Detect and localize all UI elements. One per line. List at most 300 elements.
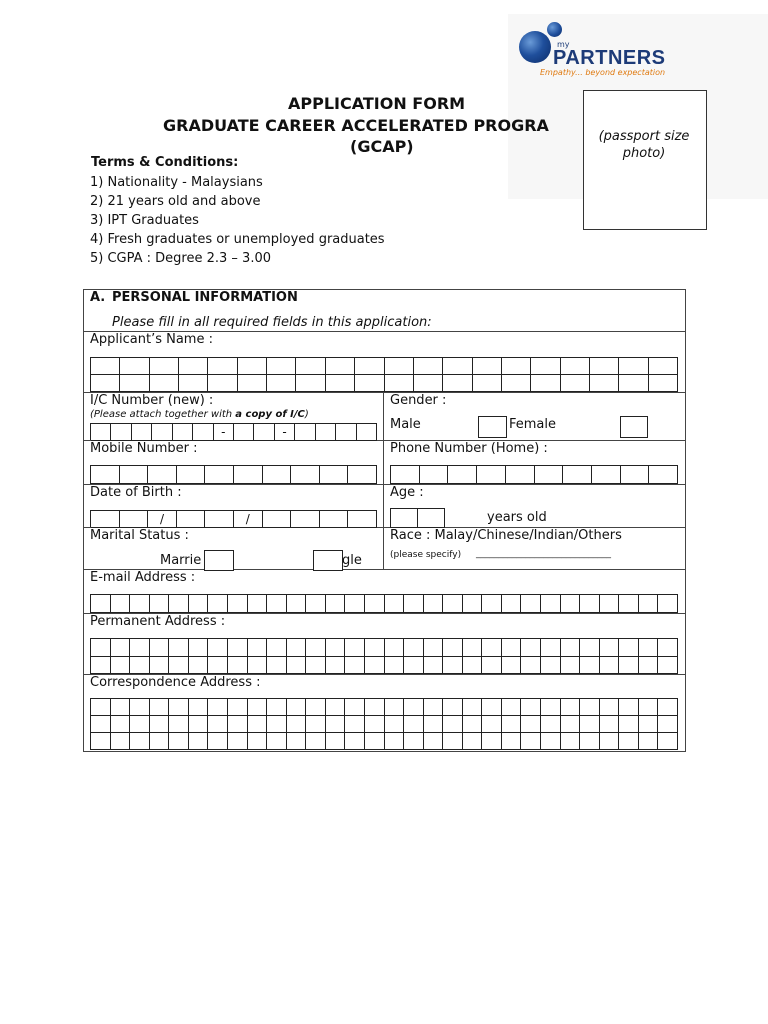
- char-box[interactable]: [326, 657, 346, 675]
- char-box[interactable]: [91, 733, 111, 750]
- char-box[interactable]: [531, 375, 560, 392]
- char-box[interactable]: [619, 639, 639, 657]
- permanent-address-field[interactable]: [90, 638, 678, 674]
- char-box[interactable]: [365, 733, 385, 750]
- char-box[interactable]: [291, 511, 320, 528]
- char-box[interactable]: [420, 466, 449, 484]
- char-box[interactable]: [228, 716, 248, 733]
- char-box[interactable]: [130, 716, 150, 733]
- char-box[interactable]: [639, 639, 659, 657]
- char-box[interactable]: [619, 358, 648, 375]
- char-box[interactable]: [348, 511, 377, 528]
- char-box[interactable]: [228, 639, 248, 657]
- char-box[interactable]: [150, 639, 170, 657]
- char-box[interactable]: [345, 716, 365, 733]
- term-item: 5) CGPA : Degree 2.3 – 3.00: [90, 251, 272, 266]
- char-box[interactable]: [189, 733, 209, 750]
- char-box[interactable]: [306, 639, 326, 657]
- char-box[interactable]: [463, 733, 483, 750]
- char-box[interactable]: [639, 716, 659, 733]
- phone-home-label: Phone Number (Home) :: [390, 441, 548, 456]
- char-box[interactable]: [404, 699, 424, 716]
- correspondence-address-label: Correspondence Address :: [90, 675, 261, 690]
- char-box[interactable]: [267, 733, 287, 750]
- char-box[interactable]: [189, 639, 209, 657]
- char-box[interactable]: [385, 595, 405, 613]
- char-box[interactable]: [590, 375, 619, 392]
- char-box[interactable]: [600, 716, 620, 733]
- char-box[interactable]: [443, 595, 463, 613]
- char-box[interactable]: [189, 699, 209, 716]
- char-box[interactable]: [639, 733, 659, 750]
- char-box[interactable]: [443, 699, 463, 716]
- char-box[interactable]: [561, 733, 581, 750]
- char-box[interactable]: [91, 358, 120, 375]
- char-box[interactable]: [418, 509, 445, 528]
- char-box[interactable]: [228, 657, 248, 675]
- char-box[interactable]: [600, 699, 620, 716]
- char-box[interactable]: [561, 699, 581, 716]
- char-box[interactable]: [189, 595, 209, 613]
- char-box[interactable]: [345, 699, 365, 716]
- char-box[interactable]: [541, 595, 561, 613]
- char-box[interactable]: [150, 657, 170, 675]
- char-box[interactable]: [169, 639, 189, 657]
- char-box[interactable]: [506, 466, 535, 484]
- char-box[interactable]: [414, 358, 443, 375]
- marital-married-checkbox[interactable]: [204, 550, 234, 571]
- char-box[interactable]: [473, 375, 502, 392]
- char-box[interactable]: [541, 716, 561, 733]
- permanent-address-label: Permanent Address :: [90, 614, 226, 629]
- char-box[interactable]: [404, 657, 424, 675]
- char-box[interactable]: [590, 358, 619, 375]
- char-box[interactable]: [391, 466, 420, 484]
- char-box[interactable]: [658, 595, 678, 613]
- section-prefix: A.: [90, 290, 106, 305]
- char-box[interactable]: [267, 657, 287, 675]
- char-box[interactable]: [404, 639, 424, 657]
- char-box[interactable]: -: [275, 424, 295, 441]
- char-box[interactable]: [502, 639, 522, 657]
- char-box[interactable]: [443, 375, 472, 392]
- char-box[interactable]: [580, 733, 600, 750]
- char-box[interactable]: [443, 733, 463, 750]
- char-box[interactable]: [649, 375, 678, 392]
- char-box[interactable]: [619, 733, 639, 750]
- char-box[interactable]: [482, 733, 502, 750]
- char-box[interactable]: [326, 639, 346, 657]
- char-box[interactable]: [91, 466, 120, 484]
- ic-number-field[interactable]: [90, 423, 377, 440]
- applicant-name-label: Applicant’s Name :: [90, 332, 213, 347]
- char-box[interactable]: [502, 699, 522, 716]
- char-box[interactable]: [502, 733, 522, 750]
- column-divider: [383, 392, 384, 569]
- char-box[interactable]: [619, 716, 639, 733]
- char-box[interactable]: [365, 595, 385, 613]
- char-box[interactable]: [111, 424, 131, 441]
- char-box[interactable]: [91, 595, 111, 613]
- char-box[interactable]: [502, 375, 531, 392]
- char-box[interactable]: [208, 639, 228, 657]
- char-box[interactable]: [448, 466, 477, 484]
- char-box[interactable]: [477, 466, 506, 484]
- char-box[interactable]: [658, 733, 678, 750]
- logo-prefix: my: [557, 40, 570, 49]
- char-box[interactable]: [600, 595, 620, 613]
- char-box[interactable]: [541, 733, 561, 750]
- char-box[interactable]: [295, 424, 315, 441]
- char-box[interactable]: [111, 595, 131, 613]
- char-box[interactable]: [385, 733, 405, 750]
- char-box[interactable]: [248, 639, 268, 657]
- char-box[interactable]: [463, 639, 483, 657]
- char-box[interactable]: [91, 699, 111, 716]
- age-suffix: years old: [487, 510, 547, 525]
- char-box[interactable]: [320, 511, 349, 528]
- char-box[interactable]: [443, 358, 472, 375]
- char-box[interactable]: [521, 595, 541, 613]
- char-box[interactable]: [130, 699, 150, 716]
- char-box[interactable]: [563, 466, 592, 484]
- char-box[interactable]: [619, 657, 639, 675]
- char-box[interactable]: [91, 716, 111, 733]
- char-box[interactable]: [355, 375, 384, 392]
- char-box[interactable]: [580, 639, 600, 657]
- char-box[interactable]: [111, 716, 131, 733]
- char-box[interactable]: [424, 733, 444, 750]
- char-box[interactable]: [521, 657, 541, 675]
- char-box[interactable]: [150, 733, 170, 750]
- char-box[interactable]: [91, 511, 120, 528]
- char-box[interactable]: [365, 699, 385, 716]
- char-box[interactable]: [502, 358, 531, 375]
- char-box[interactable]: [561, 639, 581, 657]
- char-box[interactable]: [177, 466, 206, 484]
- char-box[interactable]: [443, 716, 463, 733]
- char-box[interactable]: [502, 595, 522, 613]
- char-box[interactable]: [463, 716, 483, 733]
- char-box[interactable]: [658, 639, 678, 657]
- char-box[interactable]: [287, 657, 307, 675]
- char-box[interactable]: [345, 733, 365, 750]
- gender-female-checkbox[interactable]: [620, 416, 648, 438]
- dob-field[interactable]: [90, 510, 377, 527]
- char-box[interactable]: [228, 699, 248, 716]
- char-box[interactable]: [535, 466, 564, 484]
- char-box[interactable]: [111, 733, 131, 750]
- char-box[interactable]: [443, 639, 463, 657]
- char-box[interactable]: [189, 657, 209, 675]
- char-box[interactable]: [111, 657, 131, 675]
- char-box[interactable]: [208, 733, 228, 750]
- char-box[interactable]: [150, 699, 170, 716]
- char-box[interactable]: [91, 657, 111, 675]
- char-box[interactable]: [120, 511, 149, 528]
- char-box[interactable]: [238, 375, 267, 392]
- race-label: Race : Malay/Chinese/Indian/Others: [390, 528, 622, 543]
- term-item: 1) Nationality - Malaysians: [90, 175, 263, 190]
- char-box[interactable]: [148, 466, 177, 484]
- char-box[interactable]: [169, 699, 189, 716]
- char-box[interactable]: [179, 375, 208, 392]
- char-box[interactable]: [385, 639, 405, 657]
- char-box[interactable]: /: [148, 511, 177, 528]
- char-box[interactable]: [316, 424, 336, 441]
- char-box[interactable]: [291, 466, 320, 484]
- char-box[interactable]: [177, 511, 206, 528]
- char-box[interactable]: [561, 358, 590, 375]
- age-field[interactable]: [390, 508, 445, 528]
- char-box[interactable]: [463, 699, 483, 716]
- char-box[interactable]: [234, 424, 254, 441]
- char-box[interactable]: /: [234, 511, 263, 528]
- char-box[interactable]: [580, 657, 600, 675]
- marital-single-checkbox[interactable]: [313, 550, 343, 571]
- char-box[interactable]: [355, 358, 384, 375]
- char-box[interactable]: [502, 716, 522, 733]
- char-box[interactable]: [473, 358, 502, 375]
- char-box[interactable]: [619, 595, 639, 613]
- char-box[interactable]: [306, 733, 326, 750]
- char-box[interactable]: [365, 716, 385, 733]
- char-box[interactable]: [130, 657, 150, 675]
- gender-female-label: Female: [509, 417, 557, 432]
- char-box[interactable]: [424, 699, 444, 716]
- char-box[interactable]: [111, 699, 131, 716]
- char-box[interactable]: [345, 595, 365, 613]
- char-box[interactable]: [326, 595, 346, 613]
- ic-number-label: I/C Number (new) :: [90, 393, 214, 408]
- char-box[interactable]: [326, 716, 346, 733]
- char-box[interactable]: [326, 733, 346, 750]
- char-box[interactable]: [248, 716, 268, 733]
- char-box[interactable]: -: [214, 424, 234, 441]
- char-box[interactable]: [345, 639, 365, 657]
- char-box[interactable]: [267, 716, 287, 733]
- correspondence-address-field[interactable]: [90, 698, 678, 750]
- char-box[interactable]: [345, 657, 365, 675]
- char-box[interactable]: [658, 716, 678, 733]
- char-box[interactable]: [521, 699, 541, 716]
- char-box[interactable]: [391, 509, 418, 528]
- char-box[interactable]: [130, 639, 150, 657]
- char-box[interactable]: [263, 511, 292, 528]
- char-box[interactable]: [482, 639, 502, 657]
- char-box[interactable]: [130, 733, 150, 750]
- char-box[interactable]: [357, 424, 377, 441]
- logo-tagline: Empathy... beyond expectation: [540, 68, 666, 77]
- gender-male-checkbox[interactable]: [478, 416, 507, 438]
- char-box[interactable]: [205, 511, 234, 528]
- char-box[interactable]: [111, 639, 131, 657]
- char-box[interactable]: [248, 657, 268, 675]
- char-box[interactable]: [267, 699, 287, 716]
- char-box[interactable]: [580, 699, 600, 716]
- char-box[interactable]: [267, 375, 296, 392]
- char-box[interactable]: [208, 375, 237, 392]
- char-box[interactable]: [248, 733, 268, 750]
- char-box[interactable]: [348, 466, 377, 484]
- char-box[interactable]: [208, 595, 228, 613]
- char-box[interactable]: [365, 657, 385, 675]
- char-box[interactable]: [208, 716, 228, 733]
- char-box[interactable]: [561, 716, 581, 733]
- char-box[interactable]: [600, 733, 620, 750]
- race-specify-line[interactable]: ______________________________: [476, 549, 611, 559]
- char-box[interactable]: [287, 733, 307, 750]
- char-box[interactable]: [267, 639, 287, 657]
- char-box[interactable]: [619, 375, 648, 392]
- char-box[interactable]: [404, 733, 424, 750]
- char-box[interactable]: [365, 639, 385, 657]
- char-box[interactable]: [541, 657, 561, 675]
- char-box[interactable]: [169, 733, 189, 750]
- char-box[interactable]: [189, 716, 209, 733]
- char-box[interactable]: [287, 716, 307, 733]
- char-box[interactable]: [649, 466, 678, 484]
- char-box[interactable]: [531, 358, 560, 375]
- char-box[interactable]: [296, 358, 325, 375]
- char-box[interactable]: [132, 424, 152, 441]
- char-box[interactable]: [263, 466, 292, 484]
- char-box[interactable]: [320, 466, 349, 484]
- form-title: APPLICATION FORM: [288, 94, 466, 113]
- char-box[interactable]: [424, 716, 444, 733]
- char-box[interactable]: [306, 595, 326, 613]
- char-box[interactable]: [482, 595, 502, 613]
- char-box[interactable]: [179, 358, 208, 375]
- char-box[interactable]: [404, 716, 424, 733]
- char-box[interactable]: [287, 699, 307, 716]
- char-box[interactable]: [639, 595, 659, 613]
- char-box[interactable]: [296, 375, 325, 392]
- char-box[interactable]: [541, 639, 561, 657]
- char-box[interactable]: [169, 716, 189, 733]
- char-box[interactable]: [639, 699, 659, 716]
- char-box[interactable]: [267, 358, 296, 375]
- char-box[interactable]: [541, 699, 561, 716]
- char-box[interactable]: [561, 375, 590, 392]
- char-box[interactable]: [639, 657, 659, 675]
- char-box[interactable]: [561, 595, 581, 613]
- char-box[interactable]: [600, 657, 620, 675]
- char-box[interactable]: [208, 699, 228, 716]
- char-box[interactable]: [173, 424, 193, 441]
- char-box[interactable]: [91, 639, 111, 657]
- char-box[interactable]: [208, 657, 228, 675]
- char-box[interactable]: [424, 639, 444, 657]
- char-box[interactable]: [404, 595, 424, 613]
- char-box[interactable]: [482, 699, 502, 716]
- char-box[interactable]: [150, 716, 170, 733]
- char-box[interactable]: [580, 716, 600, 733]
- char-box[interactable]: [561, 657, 581, 675]
- char-box[interactable]: [248, 699, 268, 716]
- char-box[interactable]: [150, 375, 179, 392]
- char-box[interactable]: [521, 716, 541, 733]
- char-box[interactable]: [208, 358, 237, 375]
- mobile-number-field[interactable]: [90, 465, 377, 484]
- char-box[interactable]: [287, 639, 307, 657]
- char-box[interactable]: [592, 466, 621, 484]
- char-box[interactable]: [169, 657, 189, 675]
- char-box[interactable]: [482, 716, 502, 733]
- char-box[interactable]: [619, 699, 639, 716]
- char-box[interactable]: [169, 595, 189, 613]
- char-box[interactable]: [91, 424, 111, 441]
- char-box[interactable]: [91, 375, 120, 392]
- char-box[interactable]: [482, 657, 502, 675]
- char-box[interactable]: [424, 657, 444, 675]
- marital-status-label: Marital Status :: [90, 528, 189, 543]
- char-box[interactable]: [621, 466, 650, 484]
- char-box[interactable]: [443, 657, 463, 675]
- char-box[interactable]: [649, 358, 678, 375]
- char-box[interactable]: [234, 466, 263, 484]
- char-box[interactable]: [150, 358, 179, 375]
- char-box[interactable]: [424, 595, 444, 613]
- char-box[interactable]: [238, 358, 267, 375]
- char-box[interactable]: [580, 595, 600, 613]
- char-box[interactable]: [502, 657, 522, 675]
- char-box[interactable]: [326, 375, 355, 392]
- char-box[interactable]: [228, 733, 248, 750]
- char-box[interactable]: [248, 595, 268, 613]
- char-box[interactable]: [120, 466, 149, 484]
- section-instruction: Please fill in all required fields in this application:: [112, 315, 432, 330]
- char-box[interactable]: [414, 375, 443, 392]
- char-box[interactable]: [385, 657, 405, 675]
- char-box[interactable]: [521, 733, 541, 750]
- char-box[interactable]: [385, 699, 405, 716]
- char-box[interactable]: [120, 358, 149, 375]
- char-box[interactable]: [521, 639, 541, 657]
- char-box[interactable]: [193, 424, 213, 441]
- terms-heading: Terms & Conditions:: [91, 155, 239, 170]
- char-box[interactable]: [306, 716, 326, 733]
- char-box[interactable]: [600, 639, 620, 657]
- email-field[interactable]: [90, 594, 678, 613]
- char-box[interactable]: [385, 375, 414, 392]
- phone-home-field[interactable]: [390, 465, 678, 484]
- char-box[interactable]: [228, 595, 248, 613]
- char-box[interactable]: [326, 699, 346, 716]
- char-box[interactable]: [658, 699, 678, 716]
- char-box[interactable]: [254, 424, 274, 441]
- applicant-name-field[interactable]: [90, 357, 678, 392]
- char-box[interactable]: [267, 595, 287, 613]
- age-label: Age :: [390, 485, 424, 500]
- char-box[interactable]: [287, 595, 307, 613]
- char-box[interactable]: [130, 595, 150, 613]
- char-box[interactable]: [120, 375, 149, 392]
- char-box[interactable]: [463, 657, 483, 675]
- char-box[interactable]: [306, 657, 326, 675]
- char-box[interactable]: [306, 699, 326, 716]
- char-box[interactable]: [385, 716, 405, 733]
- char-box[interactable]: [385, 358, 414, 375]
- char-box[interactable]: [463, 595, 483, 613]
- char-box[interactable]: [152, 424, 172, 441]
- char-box[interactable]: [336, 424, 356, 441]
- ic-note: (Please attach together with a copy of I/C): [90, 409, 309, 420]
- char-box[interactable]: [658, 657, 678, 675]
- char-box[interactable]: [326, 358, 355, 375]
- char-box[interactable]: [150, 595, 170, 613]
- char-box[interactable]: [205, 466, 234, 484]
